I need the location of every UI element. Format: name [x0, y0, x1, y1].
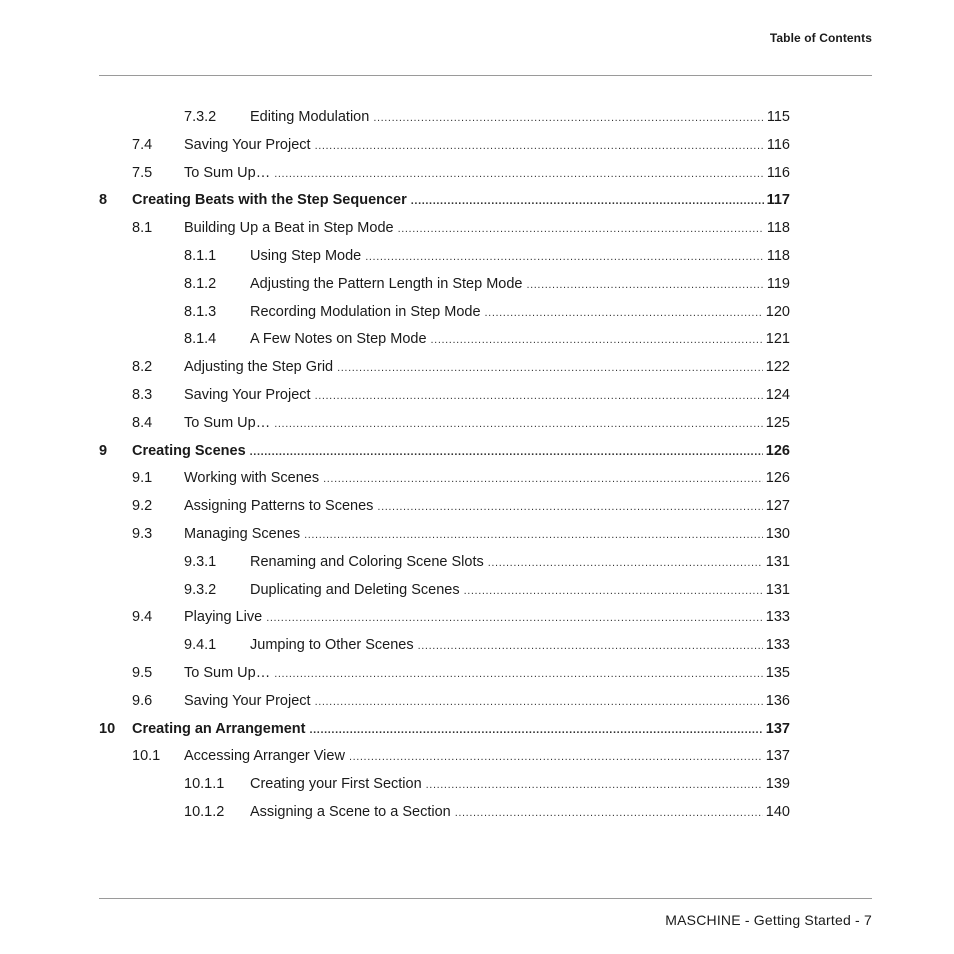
toc-entry-page-number: 126	[765, 443, 790, 459]
dot-leader	[398, 217, 764, 239]
dot-leader	[349, 745, 763, 767]
toc-entry-page-number: 116	[766, 137, 790, 153]
toc-entry-page-number: 140	[765, 804, 790, 820]
toc-entry-number: 8	[99, 192, 108, 208]
toc-entry[interactable]	[132, 523, 790, 545]
toc-entry[interactable]	[132, 384, 790, 406]
toc-entry[interactable]	[132, 745, 790, 767]
toc-entry-page-number: 115	[766, 109, 790, 125]
toc-entry-number: 9.6	[132, 693, 153, 709]
toc-entry-page-number: 118	[766, 220, 790, 236]
dot-leader	[304, 523, 763, 545]
toc-entry-title: Recording Modulation in Step Mode	[250, 304, 481, 320]
toc-entry-title: Playing Live	[184, 609, 263, 625]
toc-entry-title: Jumping to Other Scenes	[250, 637, 414, 653]
toc-entry[interactable]	[132, 467, 790, 489]
toc-entry[interactable]	[184, 245, 790, 267]
dot-leader	[418, 634, 763, 656]
toc-entry-page-number: 124	[765, 387, 790, 403]
dot-leader	[377, 495, 762, 517]
toc-entry-title: To Sum Up…	[184, 415, 271, 431]
toc-entry[interactable]	[132, 606, 790, 628]
toc-entry[interactable]	[184, 801, 790, 823]
page-footer: MASCHINE - Getting Started - 7	[665, 912, 872, 928]
toc-entry-page-number: 131	[765, 582, 790, 598]
toc-entry-title: To Sum Up…	[184, 165, 271, 181]
dot-leader	[274, 662, 763, 684]
toc-entry-title: Accessing Arranger View	[184, 748, 345, 764]
dot-leader	[250, 440, 763, 462]
dot-leader	[365, 245, 764, 267]
toc-entry-title: Creating Scenes	[132, 443, 246, 459]
toc-entry-number: 9.1	[132, 470, 153, 486]
toc-entry-number: 7.3.2	[184, 109, 217, 125]
dot-leader	[266, 606, 763, 628]
toc-entry-page-number: 137	[765, 748, 790, 764]
toc-entry-page-number: 119	[766, 276, 790, 292]
dot-leader	[323, 467, 763, 489]
toc-entry[interactable]	[132, 412, 790, 434]
toc-entry-title: Creating an Arrangement	[132, 721, 306, 737]
toc-entry-number: 8.1	[132, 220, 153, 236]
toc-entry-number: 8.4	[132, 415, 153, 431]
toc-entry-title: Renaming and Coloring Scene Slots	[250, 554, 484, 570]
toc-entry-page-number: 136	[765, 693, 790, 709]
dot-leader	[373, 106, 764, 128]
toc-entry-title: Creating Beats with the Step Sequencer	[132, 192, 407, 208]
toc-entry-number: 10.1.1	[184, 776, 225, 792]
toc-entry-number: 9.2	[132, 498, 153, 514]
dot-leader	[315, 384, 763, 406]
toc-entry[interactable]	[184, 273, 790, 295]
toc-entry-title: A Few Notes on Step Mode	[250, 331, 427, 347]
toc-entry-page-number: 131	[765, 554, 790, 570]
dot-leader	[274, 412, 763, 434]
toc-entry-number: 8.1.2	[184, 276, 217, 292]
toc-entry-title: Adjusting the Pattern Length in Step Mode	[250, 276, 523, 292]
toc-entry[interactable]	[184, 579, 790, 601]
toc-entry-title: Building Up a Beat in Step Mode	[184, 220, 394, 236]
toc-entry-page-number: 118	[766, 248, 790, 264]
toc-entry-number: 9.4.1	[184, 637, 217, 653]
dot-leader	[310, 718, 763, 740]
dot-leader	[411, 189, 764, 211]
toc-entry-number: 10.1.2	[184, 804, 225, 820]
toc-entry-page-number: 121	[765, 331, 790, 347]
dot-leader	[315, 690, 763, 712]
toc-entry-page-number: 127	[765, 498, 790, 514]
toc-entry[interactable]	[184, 301, 790, 323]
toc-entry-title: Duplicating and Deleting Scenes	[250, 582, 460, 598]
dot-leader	[426, 773, 763, 795]
toc-entry-number: 9	[99, 443, 108, 459]
toc-entry-number: 9.5	[132, 665, 153, 681]
toc-entry[interactable]	[184, 328, 790, 350]
dot-leader	[526, 273, 763, 295]
toc-entry-number: 9.3.2	[184, 582, 217, 598]
toc-entry-number: 8.1.4	[184, 331, 217, 347]
toc-entry-title: Working with Scenes	[184, 470, 320, 486]
toc-entry-number: 9.3	[132, 526, 153, 542]
toc-entry-title: Assigning Patterns to Scenes	[184, 498, 374, 514]
toc-entry[interactable]	[184, 551, 790, 573]
dot-leader	[315, 134, 764, 156]
toc-entry-page-number: 125	[765, 415, 790, 431]
toc-entry[interactable]	[99, 440, 790, 462]
toc-entry-page-number: 139	[765, 776, 790, 792]
toc-entry[interactable]	[132, 356, 790, 378]
toc-entry-number: 8.1.3	[184, 304, 217, 320]
dot-leader	[455, 801, 763, 823]
toc-entry-page-number: 120	[765, 304, 790, 320]
toc-entry-number: 10	[99, 721, 116, 737]
toc-entry-title: Saving Your Project	[184, 693, 311, 709]
toc-entry-title: Editing Modulation	[250, 109, 370, 125]
toc-entry-title: Creating your First Section	[250, 776, 422, 792]
toc-entry[interactable]	[132, 690, 790, 712]
toc-entry-number: 8.1.1	[184, 248, 217, 264]
toc-entry[interactable]	[132, 134, 790, 156]
toc-entry-number: 9.3.1	[184, 554, 217, 570]
toc-entry[interactable]	[132, 662, 790, 684]
toc-entry-number: 7.5	[132, 165, 153, 181]
toc-entry-number: 9.4	[132, 609, 153, 625]
dot-leader	[485, 301, 763, 323]
toc-entry-page-number: 126	[765, 470, 790, 486]
toc-entry[interactable]	[184, 773, 790, 795]
toc-entry[interactable]	[184, 106, 790, 128]
dot-leader	[431, 328, 763, 350]
toc-entry-title: Adjusting the Step Grid	[184, 359, 334, 375]
toc-entry[interactable]	[132, 162, 790, 184]
toc-entry-title: Assigning a Scene to a Section	[250, 804, 451, 820]
toc-entry[interactable]	[132, 217, 790, 239]
dot-leader	[274, 162, 764, 184]
toc-entry-page-number: 133	[765, 637, 790, 653]
toc-entry[interactable]	[184, 634, 790, 656]
toc-entry-number: 8.2	[132, 359, 153, 375]
toc-entry[interactable]	[99, 718, 790, 740]
dot-leader	[488, 551, 763, 573]
toc-entry-page-number: 135	[765, 665, 790, 681]
toc-entry-number: 7.4	[132, 137, 153, 153]
toc-entry-title: Saving Your Project	[184, 137, 311, 153]
toc-entry-page-number: 133	[765, 609, 790, 625]
toc-entry-number: 10.1	[132, 748, 161, 764]
dot-leader	[464, 579, 763, 601]
toc-entry-page-number: 122	[765, 359, 790, 375]
toc-entry-number: 8.3	[132, 387, 153, 403]
header-divider	[99, 75, 872, 76]
toc-entry[interactable]	[132, 495, 790, 517]
toc-entry-page-number: 137	[765, 721, 790, 737]
toc-entry-title: Using Step Mode	[250, 248, 362, 264]
toc-entry-page-number: 116	[766, 165, 790, 181]
dot-leader	[337, 356, 763, 378]
toc-entry-page-number: 130	[765, 526, 790, 542]
toc-entry-title: Managing Scenes	[184, 526, 301, 542]
toc-entry-title: Saving Your Project	[184, 387, 311, 403]
footer-divider	[99, 898, 872, 899]
toc-entry-title: To Sum Up…	[184, 665, 271, 681]
toc-entry[interactable]	[99, 189, 790, 211]
running-header: Table of Contents	[769, 31, 872, 45]
toc-entry-page-number: 117	[766, 192, 790, 208]
